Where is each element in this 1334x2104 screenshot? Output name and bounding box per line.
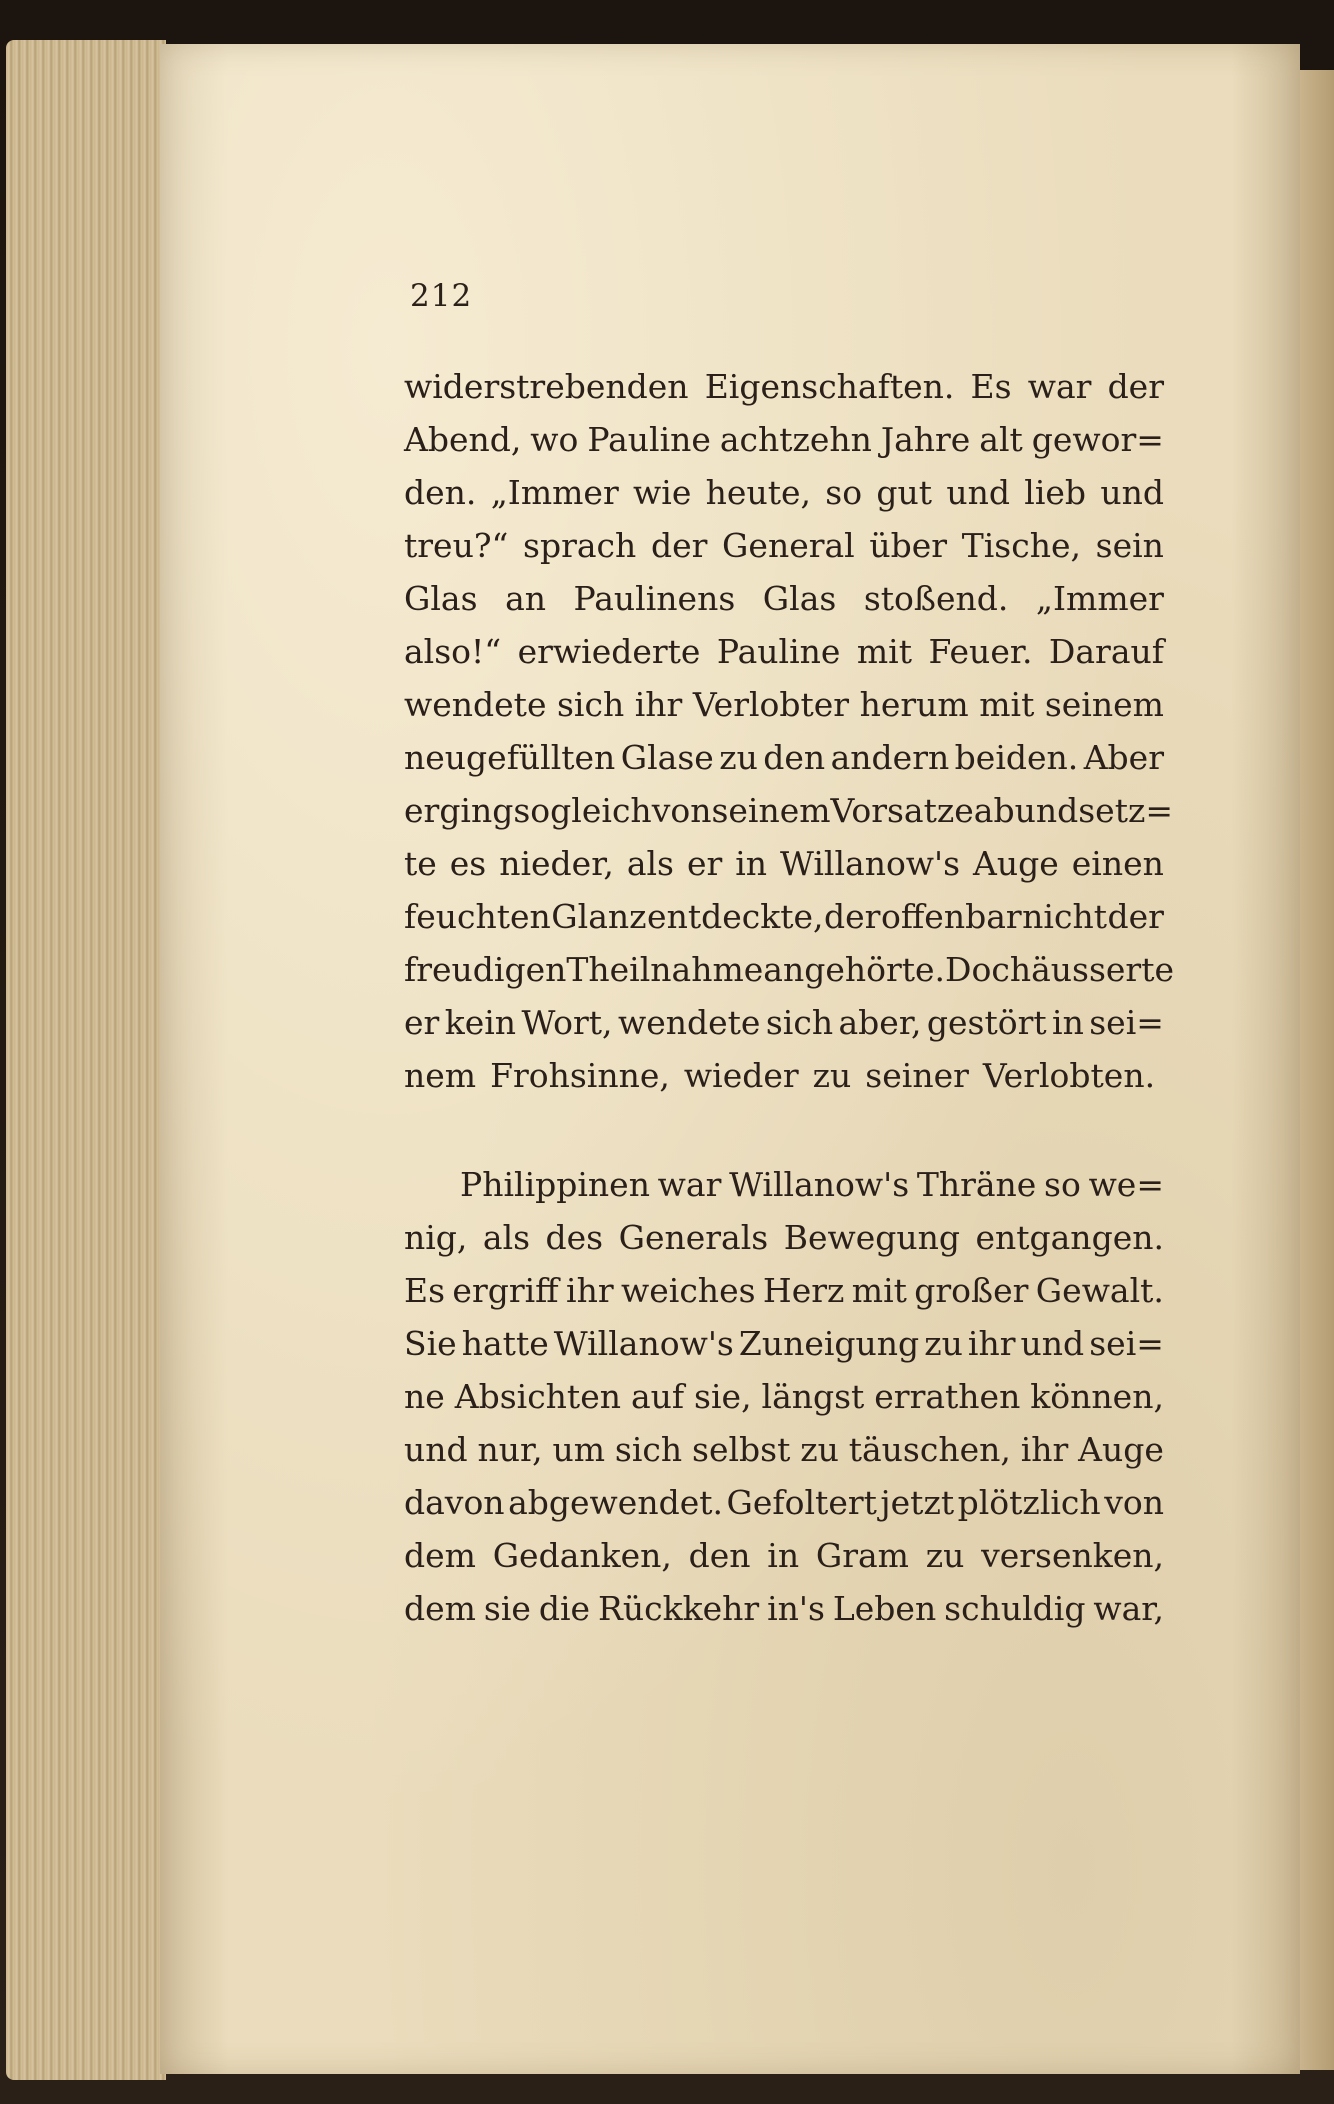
text-line: dem Gedanken, den in Gram zu versenken, bbox=[404, 1536, 1164, 1575]
text-line: Philippinen war Willanow's Thräne so we= bbox=[460, 1165, 1164, 1204]
text-line: Glas an Paulinens Glas stoßend. „Immer bbox=[404, 579, 1164, 618]
book-page-edges bbox=[6, 40, 166, 2080]
body-text bbox=[404, 360, 1174, 1635]
text-line: den. „Immer wie heute, so gut und lieb und bbox=[404, 473, 1164, 512]
page-number: 212 bbox=[410, 278, 473, 314]
paragraph bbox=[404, 1158, 1164, 1635]
text-line: er ging sogleich von seinem Vorsatze ab und setz= bbox=[404, 791, 1173, 830]
text-line: treu?“ sprach der General über Tische, sein bbox=[404, 526, 1164, 565]
text-line: feuchten Glanz entdeckte, der offenbar nicht der bbox=[404, 897, 1164, 936]
text-line: freudigen Theilnahme angehörte. Doch äusserte bbox=[404, 950, 1174, 989]
text-line: Es ergriff ihr weiches Herz mit großer Gewalt. bbox=[404, 1271, 1164, 1310]
text-line: wendete sich ihr Verlobter herum mit seinem bbox=[404, 685, 1164, 724]
text-line: Abend, wo Pauline achtzehn Jahre alt gewor= bbox=[404, 420, 1164, 459]
next-page-edge bbox=[1294, 70, 1334, 2070]
text-line: te es nieder, als er in Willanow's Auge einen bbox=[404, 844, 1164, 883]
paragraph-gap bbox=[404, 1102, 1164, 1158]
text-line: Sie hatte Willanow's Zuneigung zu ihr und sei= bbox=[404, 1324, 1164, 1363]
text-line: neugefüllten Glase zu den andern beiden. Aber bbox=[404, 738, 1164, 777]
text-line: davon abgewendet. Gefoltert jetzt plötzlich von bbox=[404, 1483, 1164, 1522]
text-line: dem sie die Rückkehr in's Leben schuldig war, bbox=[404, 1589, 1164, 1628]
text-line: ne Absichten auf sie, längst errathen können, bbox=[404, 1377, 1164, 1416]
text-line: nem Frohsinne, wieder zu seiner Verlobten. bbox=[404, 1056, 1156, 1095]
paragraph bbox=[404, 360, 1174, 1102]
text-line: widerstrebenden Eigenschaften. Es war der bbox=[404, 367, 1164, 406]
text-line: also!“ erwiederte Pauline mit Feuer. Darauf bbox=[404, 632, 1164, 671]
text-line: er kein Wort, wendete sich aber, gestört in sei= bbox=[404, 1003, 1164, 1042]
text-line: und nur, um sich selbst zu täuschen, ihr Auge bbox=[404, 1430, 1164, 1469]
text-line: nig, als des Generals Bewegung entgangen. bbox=[404, 1218, 1164, 1257]
